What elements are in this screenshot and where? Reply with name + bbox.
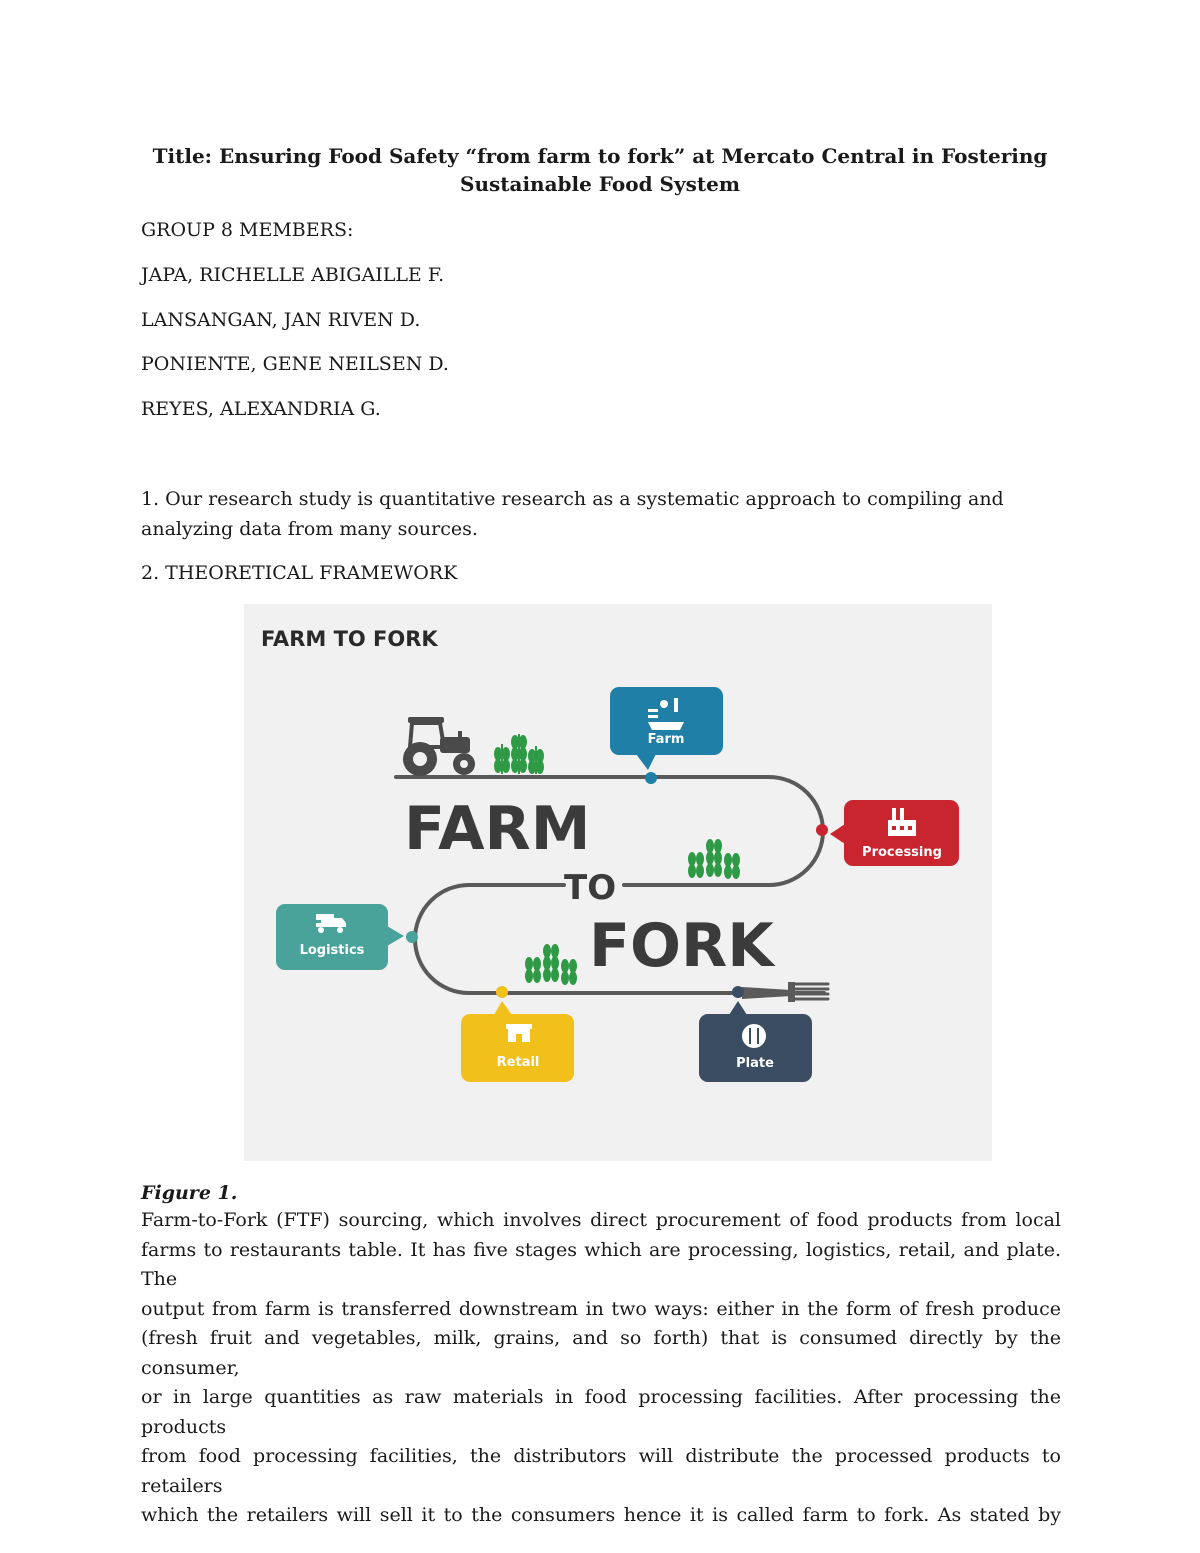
farm-to-fork-diagram — [244, 604, 992, 1161]
big-word-farm: FARM — [404, 794, 591, 864]
body-paragraph — [141, 1206, 1061, 1531]
big-word-to: TO — [564, 868, 617, 908]
title-line-1: Title: Ensuring Food Safety “from farm to fork” at Mercato Central in Fostering — [152, 144, 1048, 168]
member-name: PONIENTE, GENE NEILSEN D. — [141, 353, 449, 375]
tractor-icon — [403, 717, 475, 776]
crops-icon — [525, 944, 577, 985]
crops-icon — [494, 734, 544, 774]
farm-to-fork-figure — [244, 604, 992, 1161]
stage-processing — [816, 800, 959, 866]
stage-retail-label: Retail — [496, 1055, 540, 1070]
member-name: JAPA, RICHELLE ABIGAILLE F. — [141, 264, 445, 286]
stage-retail — [461, 986, 574, 1082]
title-line-2: Sustainable Food System — [460, 172, 740, 196]
group-label: GROUP 8 MEMBERS: — [141, 219, 354, 241]
body-line: or in large quantities as raw materials in food processing facilities. After processing the products — [141, 1386, 1061, 1438]
plate-icon — [742, 1024, 766, 1048]
member-name: REYES, ALEXANDRIA G. — [141, 398, 381, 420]
figure-caption: Figure 1. — [141, 1182, 238, 1204]
store-icon — [506, 1024, 532, 1042]
body-line: Farm-to-Fork (FTF) sourcing, which involves direct procurement of food products from local — [141, 1209, 1061, 1231]
item-1-line-2: analyzing data from many sources. — [141, 518, 478, 540]
body-line: farms to restaurants table. It has five stages which are processing, logistics, retail, and plate. The — [141, 1238, 1061, 1290]
member-name: LANSANGAN, JAN RIVEN D. — [141, 309, 421, 331]
stage-farm — [610, 687, 723, 784]
body-line: which the retailers will sell it to the consumers hence it is called farm to fork. As stated by — [141, 1504, 1061, 1526]
stage-farm-label: Farm — [647, 732, 685, 747]
item-1-line-1: 1. Our research study is quantitative research as a systematic approach to compiling and — [141, 488, 1004, 510]
body-line: (fresh fruit and vegetables, milk, grains, and so forth) that is consumed directly by the consumer, — [141, 1327, 1061, 1379]
stage-logistics-label: Logistics — [299, 943, 365, 958]
stage-processing-label: Processing — [862, 845, 942, 860]
body-line: output from farm is transferred downstream in two ways: either in the form of fresh produce — [141, 1297, 1061, 1320]
figure-heading: FARM TO FORK — [261, 627, 438, 651]
stage-logistics — [276, 904, 418, 970]
item-2-heading: 2. THEORETICAL FRAMEWORK — [141, 562, 458, 584]
stage-plate-label: Plate — [736, 1056, 774, 1071]
document-title — [140, 142, 1060, 198]
big-word-fork: FORK — [589, 911, 774, 981]
body-line: from food processing facilities, the distributors will distribute the processed products to retailers — [141, 1445, 1061, 1497]
crops-icon — [688, 839, 740, 879]
